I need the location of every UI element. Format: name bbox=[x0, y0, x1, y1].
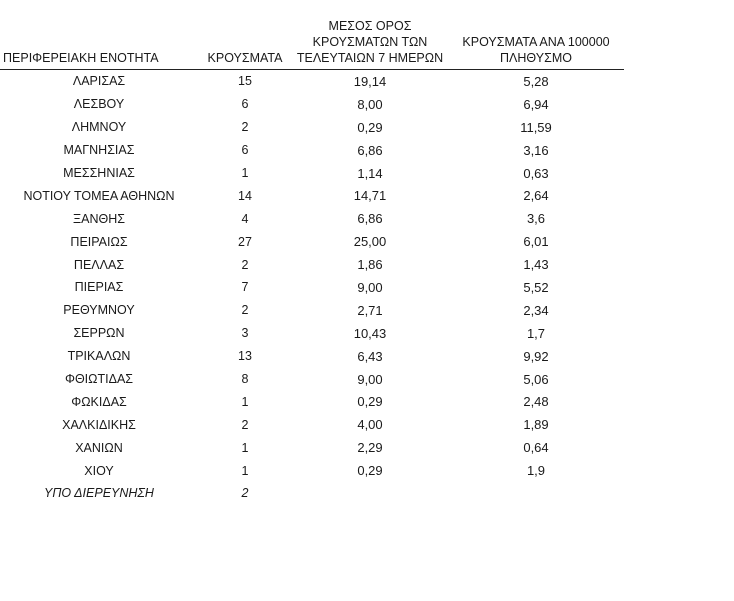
cell-per100k: 1,9 bbox=[526, 463, 546, 479]
cell-per100k: 1,43 bbox=[523, 257, 549, 273]
cell-avg7: 0,29 bbox=[357, 119, 383, 135]
table-row bbox=[0, 162, 624, 185]
table-row bbox=[0, 230, 624, 253]
cell-region: ΠΙΕΡΙΑΣ bbox=[74, 280, 124, 295]
cell-avg7: 8,00 bbox=[357, 96, 383, 112]
cell-region: ΡΕΘΥΜΝΟΥ bbox=[63, 303, 135, 318]
table-header-row bbox=[0, 18, 624, 70]
cell-cases: 6 bbox=[241, 97, 249, 112]
cell-region: ΞΑΝΘΗΣ bbox=[73, 211, 125, 226]
cell-region: ΝΟΤΙΟΥ ΤΟΜΕΑ ΑΘΗΝΩΝ bbox=[23, 188, 175, 203]
cell-region: ΛΗΜΝΟΥ bbox=[71, 120, 127, 135]
cell-cases: 14 bbox=[238, 188, 252, 203]
cell-region: ΛΑΡΙΣΑΣ bbox=[72, 74, 126, 89]
cell-per100k: 1,7 bbox=[526, 325, 546, 341]
cell-avg7: 2,29 bbox=[357, 440, 383, 456]
cell-cases: 2 bbox=[241, 417, 249, 432]
cell-region: ΠΕΙΡΑΙΩΣ bbox=[70, 234, 128, 249]
table-row bbox=[0, 299, 624, 322]
table-row bbox=[0, 322, 624, 345]
cell-cases: 13 bbox=[238, 349, 252, 364]
cell-region: ΤΡΙΚΑΛΩΝ bbox=[67, 349, 131, 364]
cell-per100k: 5,28 bbox=[523, 73, 549, 89]
cell-per100k: 5,52 bbox=[523, 279, 549, 295]
cell-avg7: 1,86 bbox=[357, 257, 383, 273]
table-row bbox=[0, 390, 624, 413]
cell-region: ΧΑΝΙΩΝ bbox=[75, 440, 123, 455]
cell-region: ΦΩΚΙΔΑΣ bbox=[71, 394, 127, 409]
cell-cases: 4 bbox=[241, 211, 249, 226]
table-row bbox=[0, 368, 624, 391]
cell-per100k: 11,59 bbox=[520, 119, 552, 135]
cell-avg7: 6,86 bbox=[357, 142, 383, 158]
cell-cases: 1 bbox=[241, 166, 249, 180]
cell-cases: 2 bbox=[241, 257, 249, 272]
table-row bbox=[0, 207, 624, 230]
cell-avg7: 25,00 bbox=[353, 234, 387, 250]
table-row-under-investigation bbox=[0, 482, 624, 505]
table-body bbox=[0, 70, 624, 505]
cell-per100k: 3,6 bbox=[526, 211, 546, 227]
table-row bbox=[0, 253, 624, 276]
cell-avg7: 10,43 bbox=[353, 325, 387, 341]
cell-per100k: 5,06 bbox=[523, 371, 549, 387]
cell-per100k: 2,48 bbox=[523, 394, 549, 410]
cell-cases: 2 bbox=[241, 120, 249, 135]
cases-table bbox=[0, 18, 624, 505]
cell-per100k: 9,92 bbox=[523, 348, 549, 364]
header-cases: ΚΡΟΥΣΜΑΤΑ bbox=[198, 18, 292, 70]
table-row bbox=[0, 93, 624, 116]
cell-cases: 6 bbox=[241, 143, 249, 158]
cell-per100k bbox=[448, 482, 624, 505]
cell-avg7 bbox=[292, 482, 448, 505]
table-row bbox=[0, 70, 624, 93]
cell-cases: 15 bbox=[238, 74, 252, 89]
table-row bbox=[0, 436, 624, 459]
cell-cases: 2 bbox=[241, 486, 249, 501]
cell-per100k: 2,64 bbox=[523, 188, 549, 204]
cell-avg7: 6,43 bbox=[357, 348, 383, 364]
table-row bbox=[0, 116, 624, 139]
cell-avg7: 4,00 bbox=[357, 417, 383, 433]
cell-avg7: 14,71 bbox=[353, 188, 387, 204]
cell-avg7: 0,29 bbox=[357, 463, 383, 479]
table-row bbox=[0, 184, 624, 207]
header-per100k-line-2: ΠΛΗΘΥΣΜΟ bbox=[500, 51, 572, 65]
header-avg7-line-2: ΚΡΟΥΣΜΑΤΩΝ ΤΩΝ bbox=[312, 35, 428, 49]
cell-region: ΧΙΟΥ bbox=[84, 463, 114, 478]
table-row bbox=[0, 276, 624, 299]
header-per100k-line-1: ΚΡΟΥΣΜΑΤΑ ΑΝΑ 100000 bbox=[462, 35, 610, 49]
cell-cases: 27 bbox=[238, 234, 252, 249]
cell-avg7: 2,71 bbox=[357, 302, 383, 318]
cell-cases: 3 bbox=[241, 326, 249, 341]
cell-per100k: 2,34 bbox=[523, 302, 549, 318]
cell-cases: 1 bbox=[241, 440, 249, 455]
cell-cases: 1 bbox=[241, 463, 249, 478]
cell-cases: 2 bbox=[241, 303, 249, 318]
table-row bbox=[0, 459, 624, 482]
cell-avg7: 0,29 bbox=[357, 394, 383, 410]
cell-avg7: 9,00 bbox=[357, 371, 383, 387]
cell-per100k: 3,16 bbox=[523, 142, 549, 158]
header-region: ΠΕΡΙΦΕΡΕΙΑΚΗ ΕΝΟΤΗΤΑ bbox=[0, 18, 198, 70]
cell-per100k: 0,63 bbox=[523, 165, 549, 181]
cell-per100k: 6,01 bbox=[523, 234, 549, 250]
cell-region: ΠΕΛΛΑΣ bbox=[73, 257, 125, 272]
cell-region: ΜΕΣΣΗΝΙΑΣ bbox=[63, 166, 135, 180]
cell-region: ΦΘΙΩΤΙΔΑΣ bbox=[64, 372, 134, 387]
cell-region: ΛΕΣΒΟΥ bbox=[73, 97, 125, 112]
cell-cases: 7 bbox=[241, 280, 249, 295]
header-avg7-line-1: ΜΕΣΟΣ ΟΡΟΣ bbox=[328, 19, 412, 33]
cell-per100k: 1,89 bbox=[523, 417, 549, 433]
header-avg7 bbox=[292, 18, 448, 70]
cell-region: ΣΕΡΡΩΝ bbox=[73, 326, 125, 341]
cell-cases: 1 bbox=[241, 394, 249, 409]
table-row bbox=[0, 139, 624, 162]
cell-avg7: 19,14 bbox=[353, 73, 387, 89]
header-avg7-line-3: ΤΕΛΕΥΤΑΙΩΝ 7 ΗΜΕΡΩΝ bbox=[296, 51, 444, 65]
cell-region: ΥΠΟ ΔΙΕΡΕΥΝΗΣΗ bbox=[44, 486, 154, 501]
table-row bbox=[0, 413, 624, 436]
table-row bbox=[0, 345, 624, 368]
cell-avg7: 6,86 bbox=[357, 211, 383, 227]
cell-per100k: 6,94 bbox=[523, 96, 549, 112]
cell-per100k: 0,64 bbox=[523, 440, 549, 456]
cell-avg7: 1,14 bbox=[357, 165, 383, 181]
header-per100k bbox=[448, 18, 624, 70]
cell-region: ΜΑΓΝΗΣΙΑΣ bbox=[63, 143, 135, 158]
cell-cases: 8 bbox=[241, 372, 249, 387]
cell-region: ΧΑΛΚΙΔΙΚΗΣ bbox=[62, 417, 136, 432]
cell-avg7: 9,00 bbox=[357, 279, 383, 295]
